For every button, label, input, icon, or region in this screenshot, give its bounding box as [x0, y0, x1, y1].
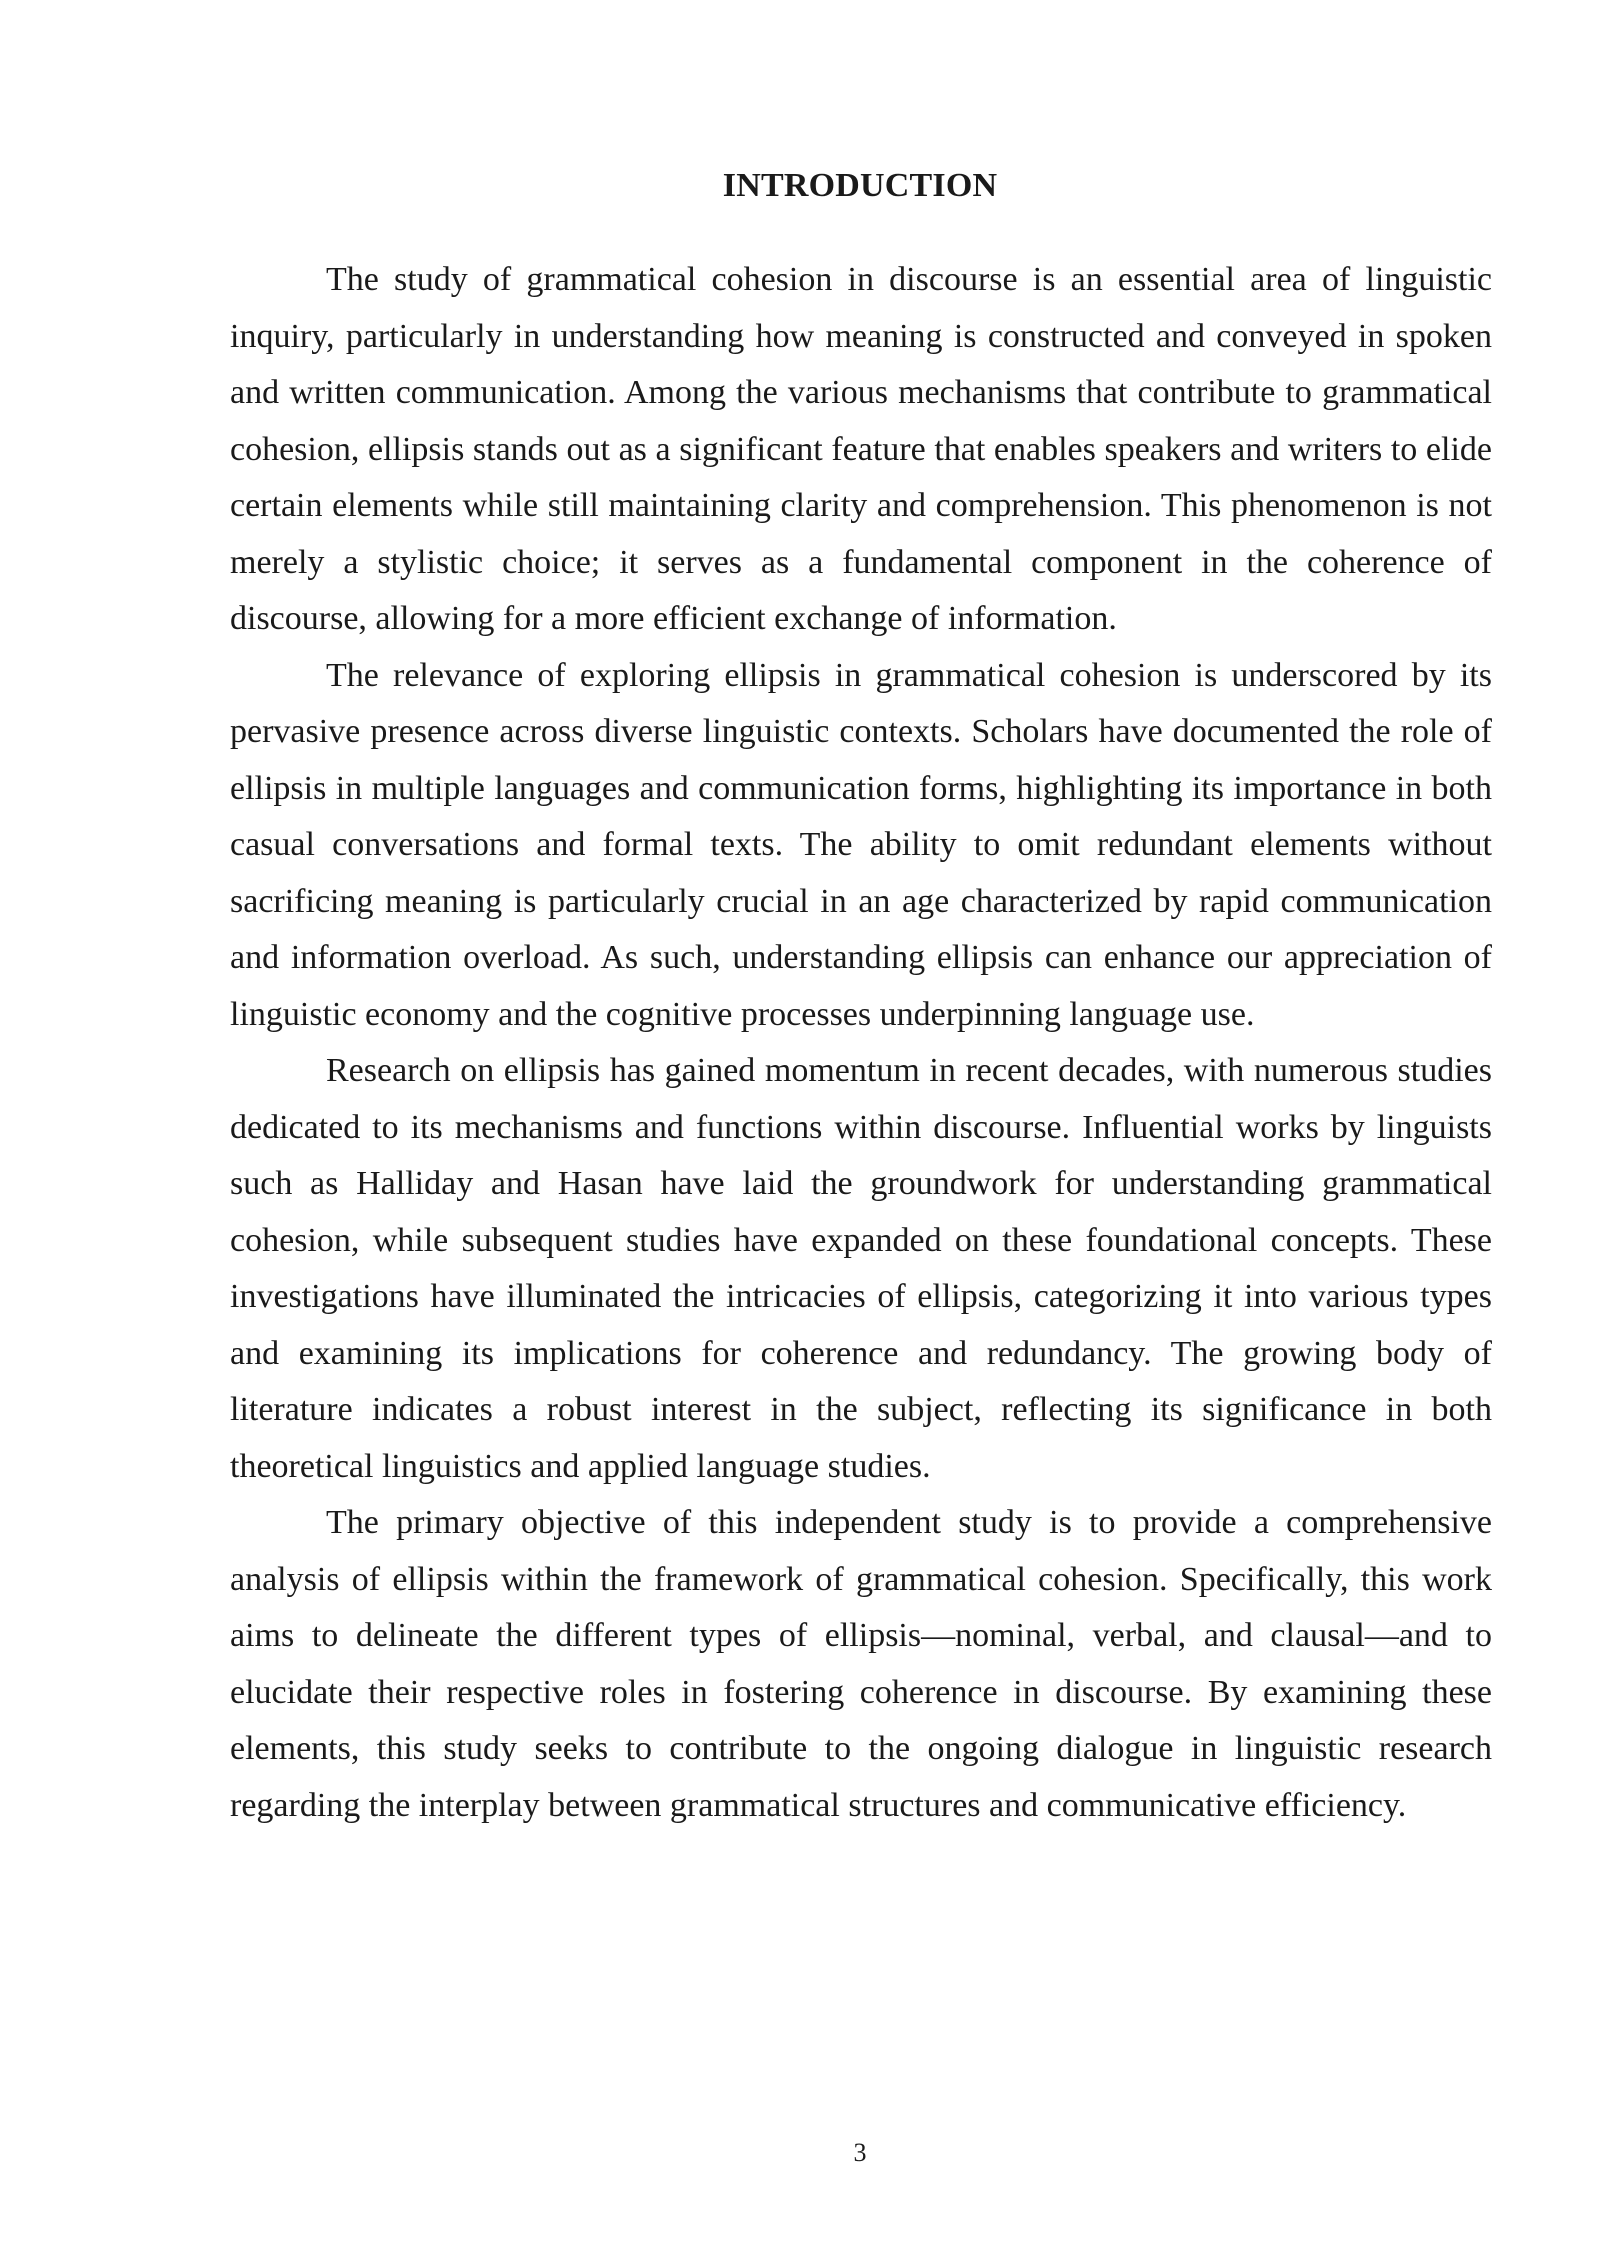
paragraph-4: The primary objective of this independent study is to provide a comprehensive analysis of ellipsis within the framework of grammatical cohesion. Specifically, this work aims to delineate the different types of ellipsis—nominal, verbal, and clausal—and to elucidate their respective roles in fostering coherence in discourse. By examining these elements, this study seeks to contribute to the ongoing dialogue in linguistic research regarding the interplay between grammatical structures and communicative efficiency. [230, 1504, 1492, 1824]
body-text [230, 252, 1492, 1834]
page-number: 3 [853, 2138, 867, 2167]
section-heading: INTRODUCTION [722, 167, 998, 204]
paragraph-2: The relevance of exploring ellipsis in grammatical cohesion is underscored by its pervasive presence across diverse linguistic contexts. Scholars have documented the role of ellipsis in multiple languages and communication forms, highlighting its importance in both casual conversations and formal texts. The ability to omit redundant elements without sacrificing meaning is particularly crucial in an age characterized by rapid communication and information overload. As such, understanding ellipsis can enhance our appreciation of linguistic economy and the cognitive processes underpinning language use. [230, 656, 1492, 1033]
paragraph-1: The study of grammatical cohesion in discourse is an essential area of linguistic inquiry, particularly in understanding how meaning is constructed and conveyed in spoken and written communication. Among the various mechanisms that contribute to grammatical cohesion, ellipsis stands out as a significant feature that enables speakers and writers to elide certain elements while still maintaining clarity and comprehension. This phenomenon is not merely a stylistic choice; it serves as a fundamental component in the coherence of discourse, allowing for a more efficient exchange of information. [230, 261, 1492, 637]
paragraph-3: Research on ellipsis has gained momentum in recent decades, with numerous studies dedicated to its mechanisms and functions within discourse. Influential works by linguists such as Halliday and Hasan have laid the groundwork for understanding grammatical cohesion, while subsequent studies have expanded on these foundational concepts. These investigations have illuminated the intricacies of ellipsis, categorizing it into various types and examining its implications for coherence and redundancy. The growing body of literature indicates a robust interest in the subject, reflecting its significance in both theoretical linguistics and applied language studies. [230, 1052, 1492, 1485]
